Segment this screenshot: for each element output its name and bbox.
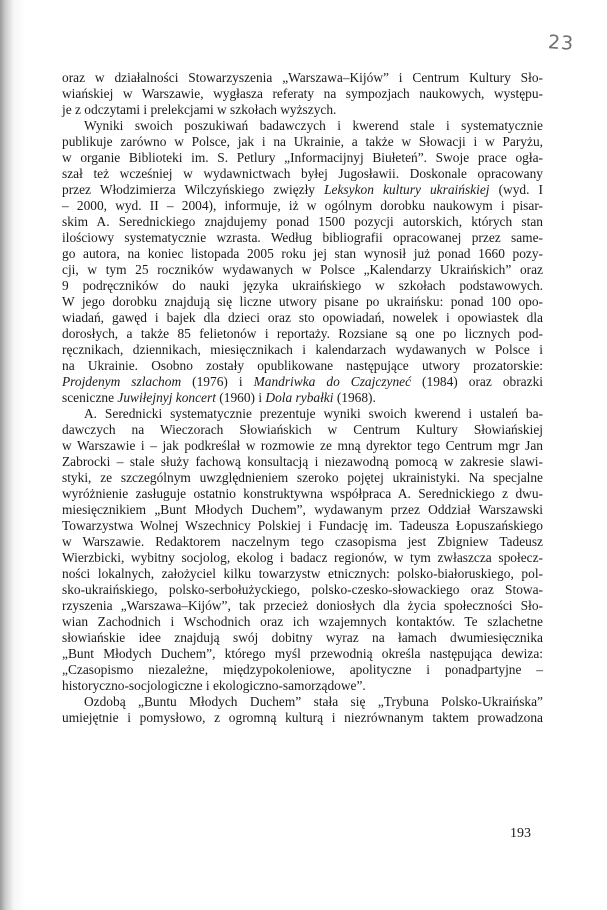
text-line: historyczno-socjologiczne i ekologiczno-samorządowe”.	[62, 678, 366, 693]
text-line: oraz w działalności Stowarzyszenia „Warszawa–Kijów” i Centrum Kultury Sło-	[62, 70, 543, 85]
text-line: w Warszawie. Redaktorem naczelnym tego czasopisma jest Zbigniew Tadeusz	[62, 534, 543, 549]
text-line: je z odczytami i prelekcjami w szkołach wyższych.	[62, 102, 337, 117]
text-line: – 2000, wyd. II – 2004), informuje, iż w ogólnym dorobku naukowym i pisar-	[62, 198, 543, 213]
text-line: wiadań, gawęd i bajek dla dzieci oraz sto opowiadań, nowelek i opowiastek dla	[62, 310, 543, 325]
text-line: w Warszawie i – jak podkreślał w rozmowie ze mną dyrektor tego Centrum mgr Jan	[62, 438, 543, 453]
text-line: Wyniki swoich poszukiwań badawczych i kwerend stale i systematycznie	[84, 118, 543, 133]
text-line: publikuje zarówno w Polsce, jak i na Ukrainie, a także w Słowacji i w Paryżu,	[62, 134, 543, 149]
text-line: go autora, na koniec listopada 2005 roku jej stan wynosił już ponad 1660 pozy-	[62, 246, 543, 261]
text-line: cji, w tym 25 roczników wydawanych w Polsce „Kalendarzy Ukraińskich” oraz	[62, 262, 543, 277]
text-line: sceniczne Juwiłejnyj koncert (1960) i Dola rybałki (1968).	[62, 390, 376, 405]
text-line: umiejętnie i pomysłowo, z ogromną kulturą i niezrównanym taktem prowadzona	[62, 710, 543, 725]
text-line: szał też wcześniej w wydawnictwach byłej Jugosławii. Doskonale opracowany	[62, 166, 543, 181]
text-line: Projdenym szlachom (1976) i Mandriwka do Czajczyneć (1984) oraz obrazki	[62, 374, 543, 389]
body-text	[62, 70, 543, 726]
text-line: Ozdobą „Buntu Młodych Duchem” stała się „Trybuna Polsko-Ukraińska”	[84, 694, 543, 709]
text-line: w organie Biblioteki im. S. Petlury „Informacijnyj Biułeteń”. Swoje prace ogła-	[62, 150, 543, 165]
text-line: Zabrocki – stale służy fachową konsultacją i niezawodną pomocą w zakresie slawi-	[62, 454, 543, 469]
text-line: dorosłych, a także 85 felietonów i reportaży. Rozsiane są one po licznych pod-	[62, 326, 543, 341]
text-line: na Ukrainie. Osobno zostały opublikowane następujące utwory prozatorskie:	[62, 358, 543, 373]
text-line: ręcznikach, dziennikach, miesięcznikach i kalendarzach wydawanych w Polsce i	[62, 342, 543, 357]
text-line: sko-ukraińskiego, polsko-serbołużyckiego, polsko-czesko-słowackiego oraz Stowa-	[62, 582, 543, 597]
text-line: „Bunt Młodych Duchem”, którego myśl przewodnią określa następująca dewiza:	[62, 646, 543, 661]
text-line: miesięcznikiem „Bunt Młodych Duchem”, wydawanym przez Oddział Warszawski	[62, 502, 543, 517]
text-line: A. Serednicki systematycznie prezentuje wyniki swoich kwerend i ustaleń ba-	[84, 406, 543, 421]
page-number: 193	[510, 826, 531, 841]
text-line: wiańskiej w Warszawie, wygłasza referaty na sympozjach naukowych, występu-	[62, 86, 543, 101]
text-line: ilościowy systematycznie wzrasta. Według bibliografii opracowanej przez same-	[62, 230, 543, 245]
text-line: rzyszenia „Warszawa–Kijów”, tak przecież doniosłych dla życia społeczności Sło-	[62, 598, 543, 613]
text-line: wian Zachodnich i Wschodnich oraz ich wzajemnych kontaktów. Te szlachetne	[62, 614, 543, 629]
text-line: przez Włodzimierza Wilczyńskiego zwięzły Leksykon kultury ukraińskiej (wyd. I	[62, 182, 543, 197]
text-line: W jego dorobku znajdują się liczne utwory pisane po ukraińsku: ponad 100 opo-	[62, 294, 543, 309]
text-line: Wierzbicki, wybitny socjolog, ekolog i badacz regionów, w tym zwłaszcza społecz-	[62, 550, 543, 565]
text-line: wyróżnienie zasługuje ostatnio konstruktywna współpraca A. Serednickiego z dwu-	[62, 486, 543, 501]
text-line: styki, ze szczególnym uwzględnieniem szeroko pojętej ukrainistyki. Na specjalne	[62, 470, 543, 485]
text-line: skim A. Serednickiego znajdujemy ponad 1500 pozycji autorskich, których stan	[62, 214, 543, 229]
text-line: 9 podręczników do nauki języka ukraińskiego w szkołach podstawowych.	[62, 278, 543, 293]
text-line: dawczych na Wieczorach Słowiańskich w Centrum Kultury Słowiańskiej	[62, 422, 543, 437]
text-line: ności lokalnych, założyciel kilku towarzystw etnicznych: polsko-białoruskiego, pol-	[62, 566, 543, 581]
handwritten-page-number: 23	[547, 31, 575, 55]
text-line: Towarzystwa Wolnej Wszechnicy Polskiej i Fundację im. Tadeusza Łopuszańskiego	[62, 518, 543, 533]
text-line: słowiańskie idee znajdują swój dobitny wyraz na łamach dwumiesięcznika	[62, 630, 543, 645]
text-line: „Czasopismo niezależne, międzypokoleniowe, apolityczne i ponadpartyjne –	[62, 662, 543, 677]
